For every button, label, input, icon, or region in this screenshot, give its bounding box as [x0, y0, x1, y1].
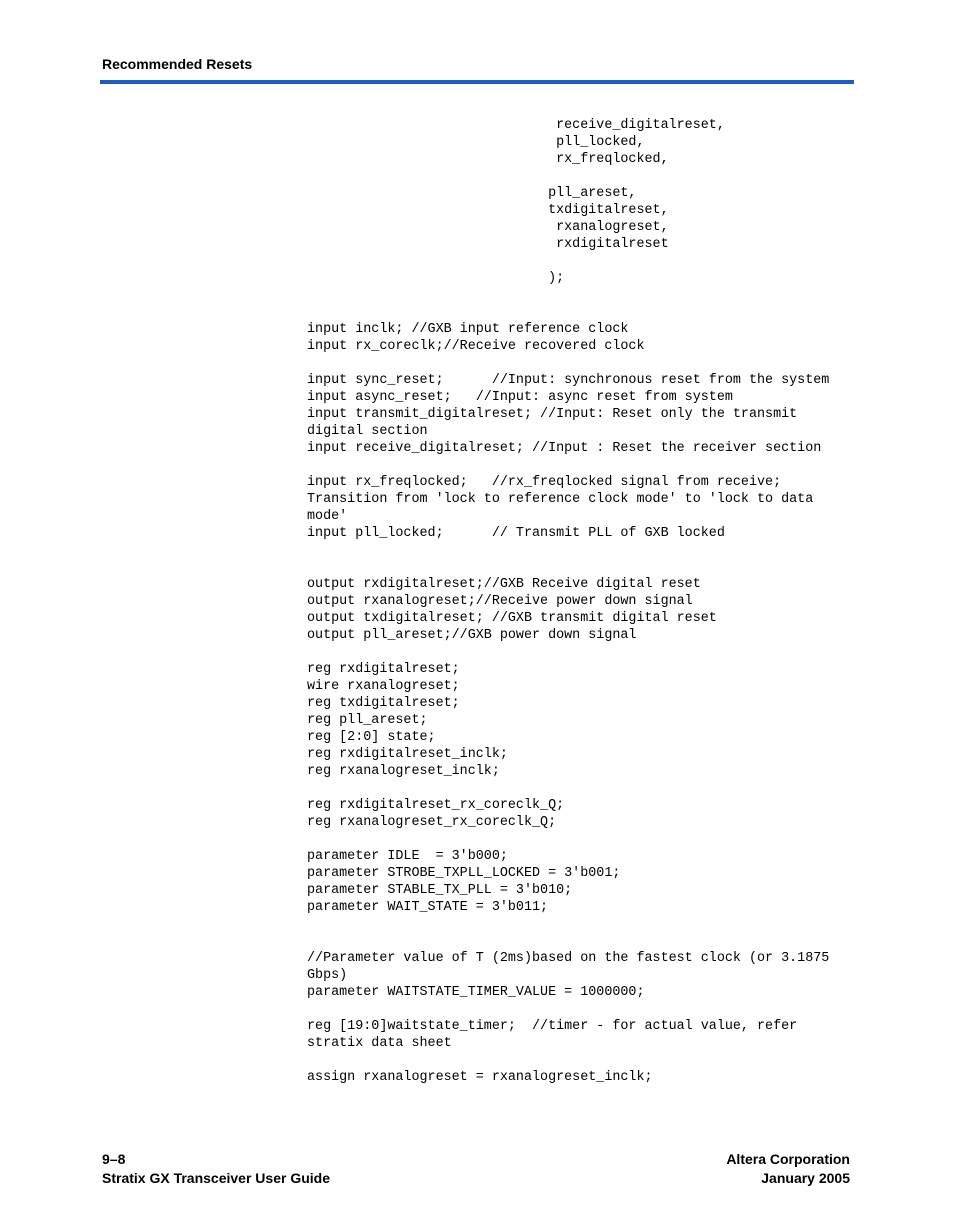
code-line: parameter STABLE_TX_PLL = 3'b010;	[307, 883, 573, 898]
code-line: parameter IDLE = 3'b000;	[307, 849, 508, 864]
code-line: pll_locked,	[307, 135, 645, 150]
code-line: Gbps)	[307, 968, 348, 983]
code-line: rxdigitalreset	[307, 237, 669, 252]
code-line: pll_areset,	[307, 186, 637, 201]
code-line: rxanalogreset,	[307, 220, 669, 235]
code-line: stratix data sheet	[307, 1036, 452, 1051]
code-line: assign rxanalogreset = rxanalogreset_inclk;	[307, 1070, 653, 1085]
code-line: mode'	[307, 509, 348, 524]
code-line: parameter WAIT_STATE = 3'b011;	[307, 900, 549, 915]
code-line: reg rxanalogreset_inclk;	[307, 764, 500, 779]
code-line: output pll_areset;//GXB power down signal	[307, 628, 637, 643]
code-line: reg rxdigitalreset_inclk;	[307, 747, 508, 762]
footer-guide-title: Stratix GX Transceiver User Guide	[102, 1170, 330, 1186]
code-line: input pll_locked; // Transmit PLL of GXB locked	[307, 526, 725, 541]
code-line: //Parameter value of T (2ms)based on the fastest clock (or 3.1875	[307, 951, 830, 966]
code-line: reg rxdigitalreset;	[307, 662, 460, 677]
code-line: input receive_digitalreset; //Input : Reset the receiver section	[307, 441, 822, 456]
code-line: input transmit_digitalreset; //Input: Reset only the transmit	[307, 407, 798, 422]
code-line: rx_freqlocked,	[307, 152, 669, 167]
code-line: input rx_freqlocked; //rx_freqlocked signal from receive;	[307, 475, 782, 490]
header-rule	[100, 80, 854, 84]
code-line: input sync_reset; //Input: synchronous reset from the system	[307, 373, 830, 388]
code-line: input inclk; //GXB input reference clock	[307, 322, 629, 337]
code-line: Transition from 'lock to reference clock mode' to 'lock to data	[307, 492, 814, 507]
code-line: reg txdigitalreset;	[307, 696, 460, 711]
code-line: receive_digitalreset,	[307, 118, 725, 133]
code-line: wire rxanalogreset;	[307, 679, 460, 694]
code-line: input rx_coreclk;//Receive recovered clock	[307, 339, 645, 354]
code-line: reg rxdigitalreset_rx_coreclk_Q;	[307, 798, 565, 813]
code-line: txdigitalreset,	[307, 203, 669, 218]
code-line: reg [19:0]waitstate_timer; //timer - for actual value, refer	[307, 1019, 798, 1034]
footer-date: January 2005	[761, 1170, 850, 1186]
running-header-title: Recommended Resets	[102, 56, 253, 72]
code-line: );	[307, 271, 565, 286]
code-line: output txdigitalreset; //GXB transmit digital reset	[307, 611, 717, 626]
code-line: input async_reset; //Input: async reset from system	[307, 390, 733, 405]
footer-page-number: 9–8	[102, 1151, 126, 1167]
code-line: output rxanalogreset;//Receive power down signal	[307, 594, 693, 609]
code-line: output rxdigitalreset;//GXB Receive digital reset	[307, 577, 701, 592]
footer-company: Altera Corporation	[726, 1151, 850, 1167]
code-line: parameter WAITSTATE_TIMER_VALUE = 1000000;	[307, 985, 645, 1000]
code-line: digital section	[307, 424, 428, 439]
code-line: reg rxanalogreset_rx_coreclk_Q;	[307, 815, 557, 830]
code-line: parameter STROBE_TXPLL_LOCKED = 3'b001;	[307, 866, 621, 881]
code-line: reg [2:0] state;	[307, 730, 436, 745]
code-line: reg pll_areset;	[307, 713, 428, 728]
